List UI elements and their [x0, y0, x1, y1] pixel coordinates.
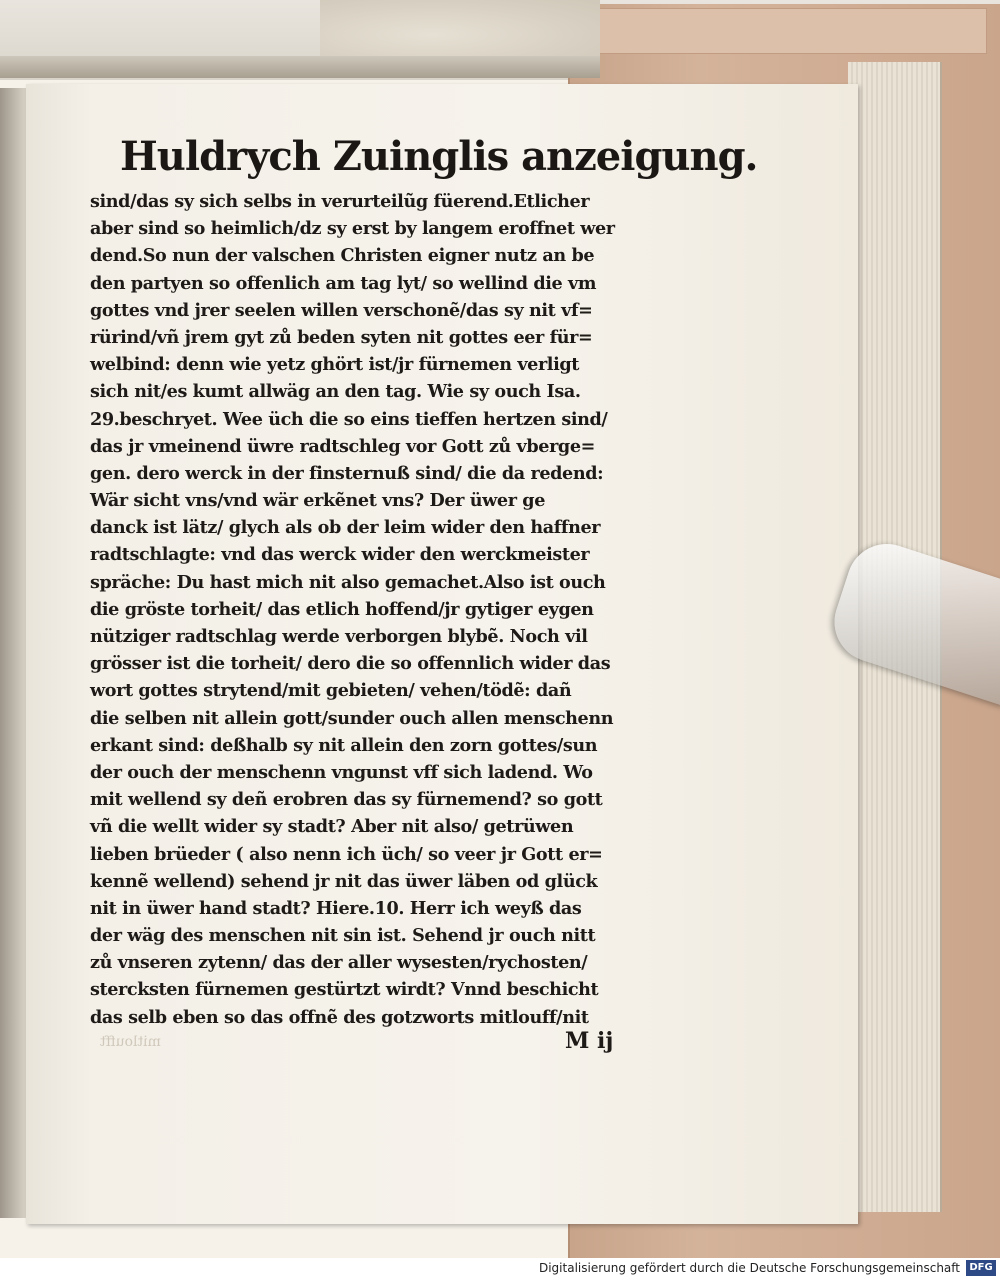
text-line: der ouch der menschenn vngunst vff sich ladend. Wo [90, 761, 593, 783]
text-line: erkant sind: deßhalb sy nit allein den zorn gottes/sun [90, 734, 598, 756]
text-line: nütziger radtschlag werde verborgen blybẽ. Noch vil [90, 626, 588, 647]
left-page-edge [0, 88, 26, 1218]
text-line: sind/das sy sich selbs in verurteilũg füerend.Etlicher [90, 191, 590, 212]
text-line: kennẽ wellend) sehend jr nit das üwer läben od glück [90, 870, 598, 892]
text-line: das selb eben so das offnẽ des gotzworts mitlouff/nit [90, 1006, 589, 1028]
text-line: die selben nit allein gott/sunder ouch allen menschenn [90, 707, 614, 729]
text-line: das jr vmeinend üwre radtschleg vor Gott zů vberge= [90, 435, 595, 457]
text-line: welbind: denn wie yetz ghört ist/jr fürnemen verligt [90, 354, 580, 376]
text-line: der wäg des menschen nit sin ist. Sehend jr ouch nitt [90, 925, 596, 947]
text-line: gottes vnd jrer seelen willen verschonẽ/das sy nit vf= [90, 299, 593, 321]
text-line: dend.So nun der valschen Christen eigner nutz an be [90, 245, 595, 267]
funding-credit: Digitalisierung gefördert durch die Deutsche Forschungsgemeinschaft [538, 1261, 960, 1275]
text-line: radtschlagte: vnd das werck wider den werckmeister [90, 544, 590, 566]
text-line: rürind/vñ jrem gyt zů beden syten nit gottes eer für= [90, 326, 593, 348]
running-head: Huldrych Zuinglis anzeigung. [120, 133, 758, 180]
text-line: 29.beschryet. Wee üch die so eins tieffen hertzen sind/ [90, 408, 608, 430]
text-line: lieben brüeder ( also nenn ich üch/ so veer jr Gott er= [90, 843, 603, 865]
text-line: aber sind so heimlich/dz sy erst by langem eroffnet wer [90, 218, 615, 240]
text-line: mit wellend sy deñ erobren das sy fürnemend? so gott [90, 789, 603, 811]
footer [0, 1258, 1000, 1279]
text-line: Wär sicht vns/vnd wär erkẽnet vns? Der üwer ge [90, 490, 545, 512]
dfg-logo: DFG [966, 1260, 996, 1276]
page-text [90, 188, 680, 1031]
text-line: wort gottes strytend/mit gebieten/ vehen/tödẽ: dañ [90, 680, 572, 702]
text-line: stercksten fürnemen gestürtzt wirdt? Vnnd beschicht [90, 979, 599, 1001]
text-line: den partyen so offenlich am tag lyt/ so wellind die vm [90, 272, 597, 294]
signature-mark: M ij [565, 1028, 614, 1054]
cover-board-edge [590, 8, 987, 54]
text-line: grösser ist die torheit/ dero die so offennlich wider das [90, 653, 611, 675]
text-line: sich nit/es kumt allwäg an den tag. Wie sy ouch Isa. [90, 381, 581, 403]
text-line: gen. dero werck in der finsternuß sind/ die da redend: [90, 462, 604, 484]
text-line: danck ist lätz/ glych als ob der leim wider den haffner [90, 517, 601, 539]
bleed-through-text: mitloufft [100, 1034, 161, 1050]
text-line: die gröste torheit/ das etlich hoffend/jr gytiger eygen [90, 598, 594, 620]
text-line: nit in üwer hand stadt? Hiere.10. Herr ich weyß das [90, 897, 582, 919]
text-line: zů vnseren zytenn/ das der aller wysesten/rychosten/ [90, 952, 588, 974]
text-line: vñ die wellt wider sy stadt? Aber nit also/ getrüwen [90, 816, 574, 838]
text-line: spräche: Du hast mich nit also gemachet.Also ist ouch [90, 571, 606, 593]
spine-band [0, 56, 600, 78]
